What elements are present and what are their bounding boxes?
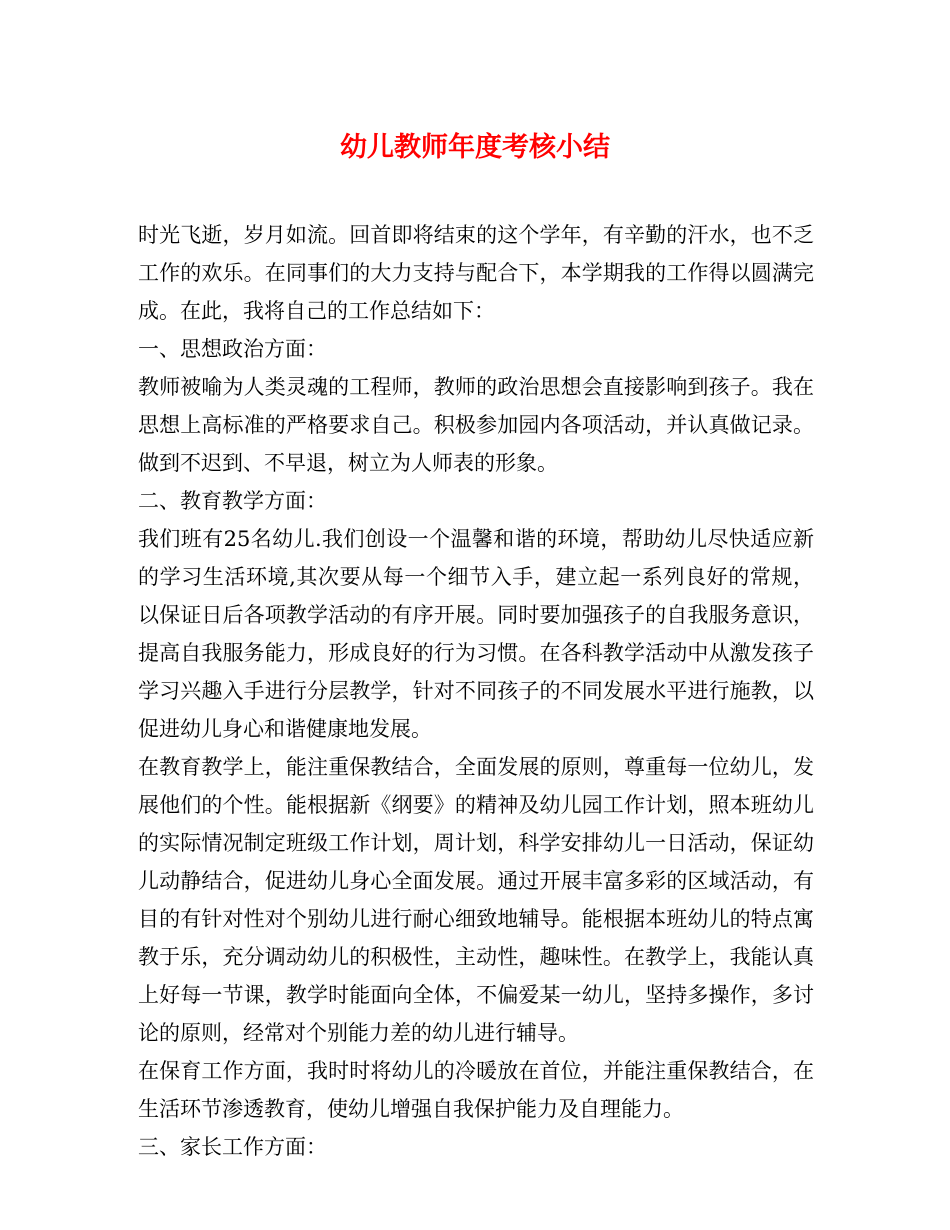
intro-paragraph: 时光飞逝，岁月如流。回首即将结束的这个学年，有辛勤的汗水，也不乏工作的欢乐。在同事们的大力支持与配合下，本学期我的工作得以圆满完成。在此，我将自己的工作总结如下：: [138, 223, 814, 323]
section-heading-political: 一、思想政治方面：: [138, 337, 327, 361]
section-heading-teaching: 二、教育教学方面：: [138, 489, 327, 513]
care-paragraph: 在保育工作方面，我时时将幼儿的冷暖放在首位，并能注重保教结合，在生活环节渗透教育，使幼儿增强自我保护能力及自理能力。: [138, 1059, 814, 1121]
document-title: 幼儿教师年度考核小结: [340, 132, 610, 163]
section-heading-parents: 三、家长工作方面：: [138, 1135, 327, 1159]
teaching-paragraph-2: 在教育教学上，能注重保教结合，全面发展的原则，尊重每一位幼儿，发展他们的个性。能根据新《纲要》的精神及幼儿园工作计划，照本班幼儿的实际情况制定班级工作计划，周计划，科学安排幼儿一日活动，保证幼儿动静结合，促进幼儿身心全面发展。通过开展丰富多彩的区域活动，有目的有针对性对个别幼儿进行耐心细致地辅导。能根据本班幼儿的特点寓教于乐，充分调动幼儿的积极性，主动性，趣味性。在教学上，我能认真上好每一节课，教学时能面向全体，不偏爱某一幼儿，坚持多操作，多讨论的原则，经常对个别能力差的幼儿进行辅导。: [138, 755, 814, 1045]
political-paragraph: 教师被喻为人类灵魂的工程师，教师的政治思想会直接影响到孩子。我在思想上高标准的严格要求自己。积极参加园内各项活动，并认真做记录。做到不迟到、不早退，树立为人师表的形象。: [138, 375, 814, 475]
teaching-paragraph-1: 我们班有25名幼儿.我们创设一个温馨和谐的环境，帮助幼儿尽快适应新的学习生活环境,其次要从每一个细节入手，建立起一系列良好的常规，以保证日后各项教学活动的有序开展。同时要加强孩子的自我服务意识，提高自我服务能力，形成良好的行为习惯。在各科教学活动中从激发孩子学习兴趣入手进行分层教学，针对不同孩子的不同发展水平进行施教，以促进幼儿身心和谐健康地发展。: [138, 527, 814, 741]
document-body: [138, 216, 814, 1166]
